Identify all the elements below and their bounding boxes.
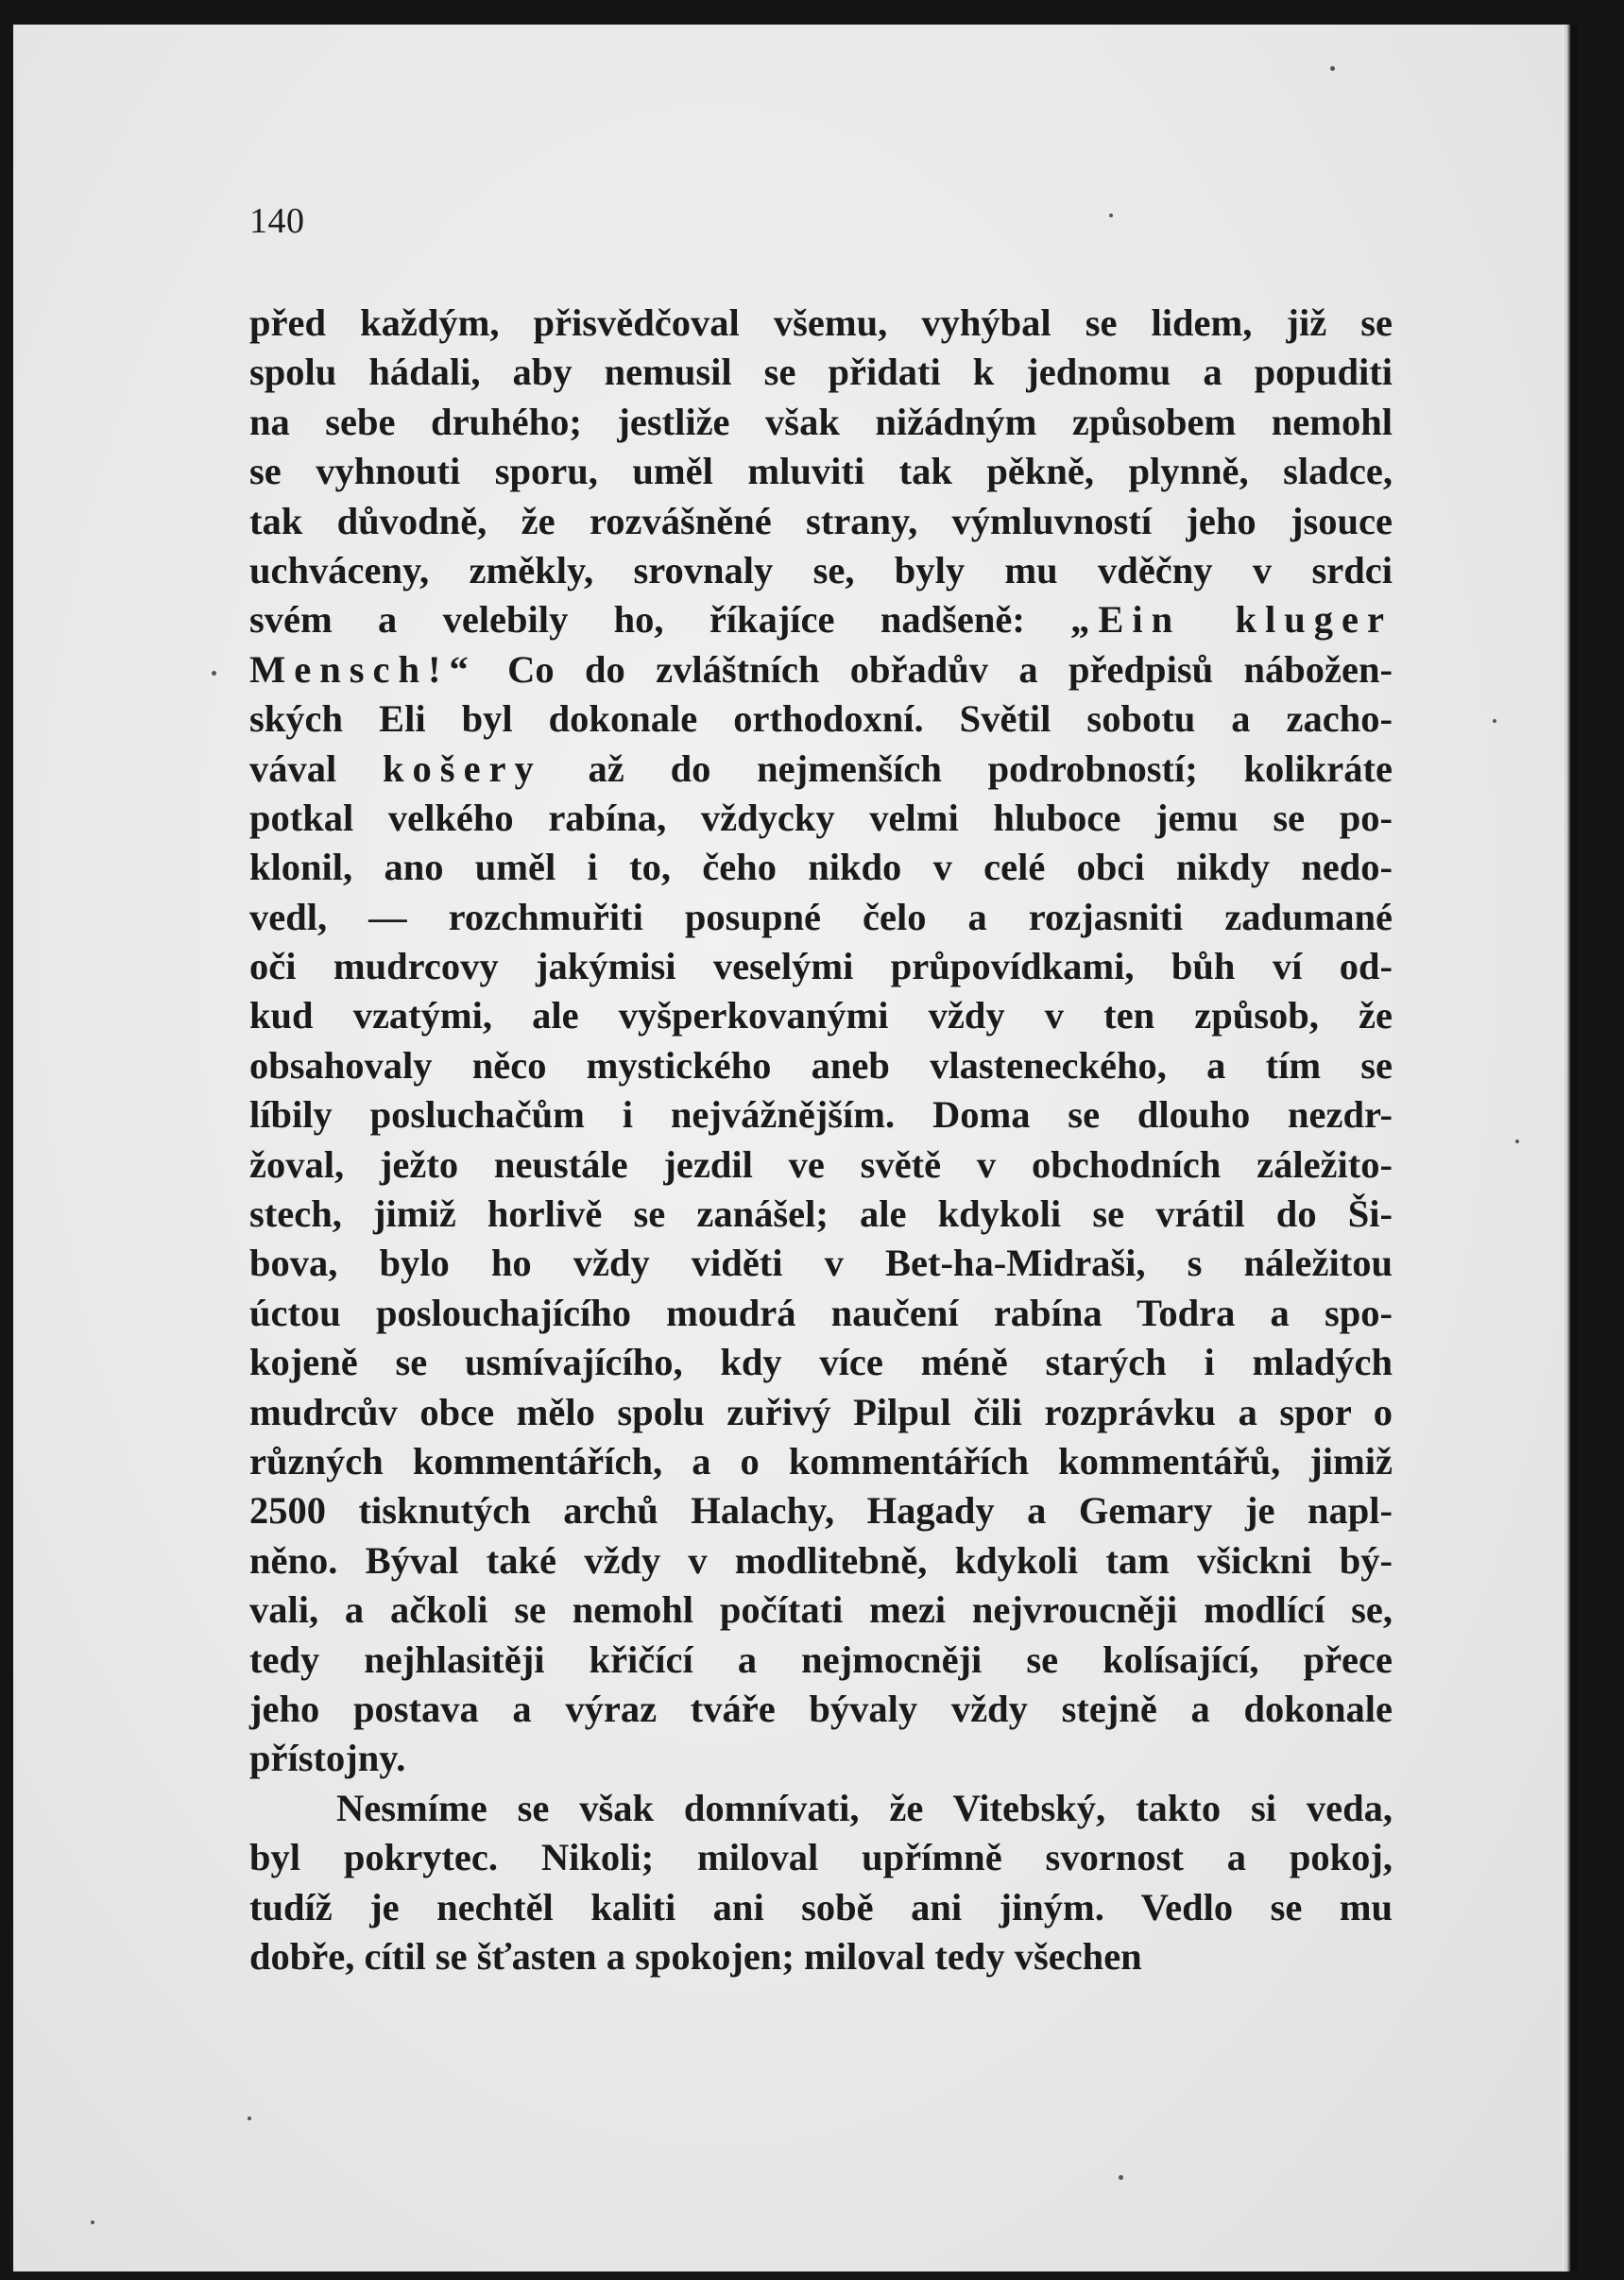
- text-line: [249, 1685, 1393, 1734]
- text-line: [249, 1437, 1393, 1486]
- text-line: [249, 1388, 1393, 1437]
- page-number: 140: [249, 201, 305, 241]
- text-line: [249, 595, 1393, 644]
- paper-speck: [1119, 2175, 1123, 2180]
- text-segment: obsahovaly něco mystického aneb vlasteneckého, a tím se: [249, 1043, 1393, 1087]
- text-line: [249, 546, 1393, 595]
- text-segment: Co do zvláštních obřadův a předpisů nábožen-: [476, 647, 1393, 691]
- text-line: [249, 1932, 1393, 1981]
- text-line: [249, 1833, 1393, 1882]
- text-line: [249, 1636, 1393, 1685]
- text-line: [249, 991, 1393, 1040]
- text-segment: stech, jimiž horlivě se zanášel; ale kdykoli se vrátil do Ši-: [249, 1192, 1393, 1236]
- text-segment: Nesmíme se však domnívati, že Vitebský, takto si veda,: [336, 1786, 1393, 1829]
- text-line: [249, 893, 1393, 942]
- text-segment: tedy nejhlasitěji křičící a nejmocněji se kolísající, přece: [249, 1637, 1393, 1681]
- text-line: [249, 1041, 1393, 1090]
- emphasized-text: Mensch!“: [249, 647, 477, 691]
- text-segment: až do nejmenších podrobností; kolikráte: [541, 746, 1393, 790]
- text-line: [249, 1289, 1393, 1338]
- text-segment: úctou poslouchajícího moudrá naučení rabína Todra a spo-: [249, 1291, 1393, 1334]
- text-segment: mudrcův obce mělo spolu zuřivý Pilpul čili rozprávku a spor o: [249, 1390, 1393, 1433]
- text-segment: před každým, přisvědčoval všemu, vyhýbal se lidem, již se: [249, 301, 1393, 344]
- text-segment: spolu hádali, aby nemusil se přidati k jednomu a popuditi: [249, 351, 1393, 394]
- text-line: [249, 299, 1393, 348]
- text-segment: vali, a ačkoli se nemohl počítati mezi nejvroucněji modlící se,: [249, 1588, 1393, 1632]
- text-line: [249, 348, 1393, 397]
- paper-speck: [248, 2117, 251, 2120]
- text-segment: klonil, ano uměl i to, čeho nikdo v celé obci nikdy nedo-: [249, 846, 1393, 889]
- emphasized-text: košery: [383, 746, 542, 790]
- text-line: [249, 1338, 1393, 1387]
- text-segment: ských Eli byl dokonale orthodoxní. Světil sobotu a zacho-: [249, 697, 1393, 741]
- text-line: [249, 645, 1393, 694]
- text-line: [249, 1090, 1393, 1140]
- text-line: [249, 1486, 1393, 1535]
- text-segment: dobře, cítil se šťasten a spokojen; miloval tedy všechen: [249, 1934, 1142, 1978]
- text-segment: žoval, ježto neustále jezdil ve světě v obchodních záležito-: [249, 1142, 1393, 1186]
- paper-speck: [212, 671, 216, 676]
- text-segment: jeho postava a výraz tváře bývaly vždy stejně a dokonale: [249, 1687, 1393, 1730]
- text-segment: vedl, — rozchmuřiti posupné čelo a rozjasniti zadumané: [249, 895, 1393, 938]
- text-line: [249, 1536, 1393, 1586]
- paper-speck: [1493, 719, 1496, 723]
- text-segment: uchváceny, změkly, srovnaly se, byly mu vděčny v srdci: [249, 548, 1393, 591]
- text-segment: různých kommentářích, a o kommentářích kommentářů, jimiž: [249, 1439, 1393, 1483]
- text-line: [249, 447, 1393, 496]
- paper-speck: [1515, 1140, 1519, 1143]
- text-segment: kojeně se usmívajícího, kdy více méně starých i mladých: [249, 1341, 1393, 1384]
- text-segment: líbily posluchačům i nejvážnějším. Doma se dlouho nezdr-: [249, 1093, 1393, 1137]
- text-line: [249, 1784, 1393, 1833]
- text-line: [249, 1190, 1393, 1239]
- paper-speck: [1330, 66, 1335, 71]
- text-segment: kud vzatými, ale vyšperkovanými vždy v ten způsob, že: [249, 994, 1393, 1037]
- text-segment: se vyhnouti sporu, uměl mluviti tak pěkně, plynně, sladce,: [249, 450, 1393, 493]
- paper-speck: [91, 2220, 94, 2224]
- text-line: [249, 1140, 1393, 1190]
- text-segment: přístojny.: [249, 1737, 406, 1780]
- text-segment: oči mudrcovy jakýmisi veselými průpovídkami, bůh ví od-: [249, 945, 1393, 988]
- text-line: [249, 843, 1393, 892]
- text-segment: svém a velebily ho, říkajíce nadšeně:: [249, 598, 1071, 642]
- text-segment: potkal velkého rabína, vždycky velmi hluboce jemu se po-: [249, 796, 1393, 839]
- text-line: [249, 1239, 1393, 1288]
- text-line: [249, 1586, 1393, 1635]
- body-text: [249, 299, 1393, 1981]
- text-segment: bova, bylo ho vždy viděti v Bet-ha-Midraši, s náležitou: [249, 1242, 1393, 1285]
- text-line: [249, 942, 1393, 991]
- page-edge-shadow: [1563, 25, 1578, 2271]
- text-segment: tudíž je nechtěl kaliti ani sobě ani jiným. Vedlo se mu: [249, 1885, 1393, 1929]
- text-segment: tak důvodně, že rozvášněné strany, výmluvností jeho jsouce: [249, 499, 1393, 542]
- emphasized-text: „Ein kluger: [1070, 598, 1393, 642]
- text-line: [249, 1883, 1393, 1932]
- text-segment: 2500 tisknutých archů Halachy, Hagady a Gemary je napl-: [249, 1489, 1393, 1533]
- text-line: [249, 694, 1393, 744]
- text-line: [249, 1734, 1393, 1783]
- text-segment: vával: [249, 746, 384, 790]
- text-segment: byl pokrytec. Nikoli; miloval upřímně svornost a pokoj,: [249, 1836, 1393, 1879]
- text-line: [249, 794, 1393, 843]
- text-line: [249, 745, 1393, 794]
- paper-speck: [1109, 214, 1113, 217]
- text-segment: něno. Býval také vždy v modlitebně, kdykoli tam všickni bý-: [249, 1538, 1393, 1582]
- text-segment: na sebe druhého; jestliže však nižádným způsobem nemohl: [249, 400, 1393, 443]
- text-line: [249, 398, 1393, 447]
- text-line: [249, 497, 1393, 546]
